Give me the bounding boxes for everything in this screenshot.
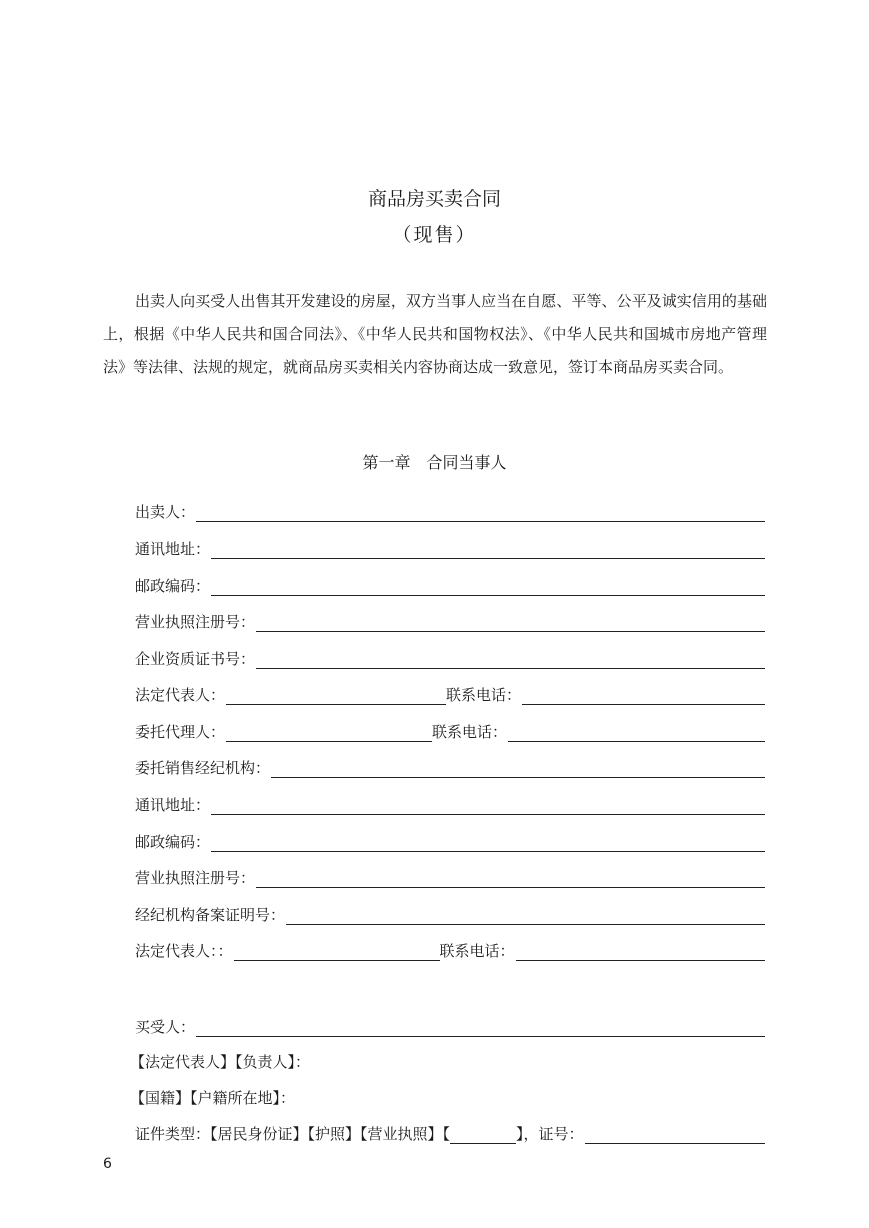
id-type-label: 证件类型：【居民身份证】【护照】【营业执照】【 xyxy=(135,1125,451,1143)
id-number-blank[interactable] xyxy=(585,1125,765,1144)
buyer-legal-rep-row: 【法定代表人】【负责人】： xyxy=(130,1053,311,1071)
agency-postcode-label: 邮政编码： xyxy=(135,833,211,851)
id-number-label: 】，证号： xyxy=(516,1125,584,1143)
agency-postcode-blank[interactable] xyxy=(211,833,765,852)
buyer-nationality-row: 【国籍】【户籍所在地】： xyxy=(130,1089,296,1107)
agent-phone-label: 联系电话： xyxy=(432,723,508,741)
agency-filing-label: 经纪机构备案证明号： xyxy=(135,906,286,924)
id-type-other-blank[interactable] xyxy=(450,1126,516,1144)
chapter-heading: 第一章 合同当事人 xyxy=(362,453,507,472)
agency-filing-field xyxy=(135,903,765,925)
agency-legal-rep-blank[interactable] xyxy=(234,942,440,961)
agent-phone-blank[interactable] xyxy=(508,723,765,742)
postcode-label: 邮政编码： xyxy=(135,577,211,595)
agency-legal-rep-field xyxy=(135,939,765,961)
sales-agency-field xyxy=(135,756,765,778)
intro-text: 出卖人向买受人出售其开发建设的房屋，双方当事人应当在自愿、平等、公平及诚实信用的基础上，根据《中华人民共和国合同法》、《中华人民共和国物权法》、《中华人民共和国城市房地产管理法》等法律、法规的规定，就商品房买卖相关内容协商达成一致意见，签订本商品房买卖合同。 xyxy=(103,292,767,376)
agent-field xyxy=(135,720,765,742)
postcode-blank[interactable] xyxy=(211,577,765,596)
legal-rep-label: 法定代表人： xyxy=(135,686,226,704)
address-label: 通讯地址： xyxy=(135,540,211,558)
qualification-field xyxy=(135,647,765,669)
legal-rep-blank[interactable] xyxy=(226,686,446,705)
qualification-blank[interactable] xyxy=(256,650,765,669)
legal-rep-phone-blank[interactable] xyxy=(522,686,765,705)
license-field xyxy=(135,610,765,632)
agency-address-field xyxy=(135,793,765,815)
agent-label: 委托代理人： xyxy=(135,723,226,741)
sales-agency-blank[interactable] xyxy=(271,759,765,778)
intro-paragraph xyxy=(103,285,767,384)
document-title: 商品房买卖合同 xyxy=(367,188,501,210)
legal-rep-phone-label: 联系电话： xyxy=(446,686,522,704)
buyer-label: 买受人： xyxy=(135,1018,196,1036)
page-number: 6 xyxy=(103,1156,112,1172)
legal-rep-field xyxy=(135,683,765,705)
agency-filing-blank[interactable] xyxy=(286,906,765,925)
buyer-blank[interactable] xyxy=(196,1018,765,1037)
agency-address-blank[interactable] xyxy=(211,796,765,815)
address-blank[interactable] xyxy=(211,540,765,559)
document-subtitle: （现售） xyxy=(392,224,477,246)
buyer-field xyxy=(135,1015,765,1037)
sales-agency-label: 委托销售经纪机构： xyxy=(135,759,271,777)
seller-field xyxy=(135,500,765,522)
qualification-label: 企业资质证书号： xyxy=(135,650,256,668)
seller-blank[interactable] xyxy=(196,503,765,522)
agency-license-blank[interactable] xyxy=(256,869,765,888)
seller-label: 出卖人： xyxy=(135,503,196,521)
postcode-field xyxy=(135,574,765,596)
agent-blank[interactable] xyxy=(226,723,432,742)
license-label: 营业执照注册号： xyxy=(135,613,256,631)
buyer-id-field xyxy=(135,1122,765,1144)
license-blank[interactable] xyxy=(256,613,765,632)
agency-postcode-field xyxy=(135,830,765,852)
agency-license-field xyxy=(135,866,765,888)
agency-phone-label: 联系电话： xyxy=(439,942,515,960)
agency-address-label: 通讯地址： xyxy=(135,796,211,814)
address-field xyxy=(135,537,765,559)
agency-license-label: 营业执照注册号： xyxy=(135,869,256,887)
agency-legal-rep-label: 法定代表人：： xyxy=(135,942,233,960)
agency-phone-blank[interactable] xyxy=(516,942,765,961)
